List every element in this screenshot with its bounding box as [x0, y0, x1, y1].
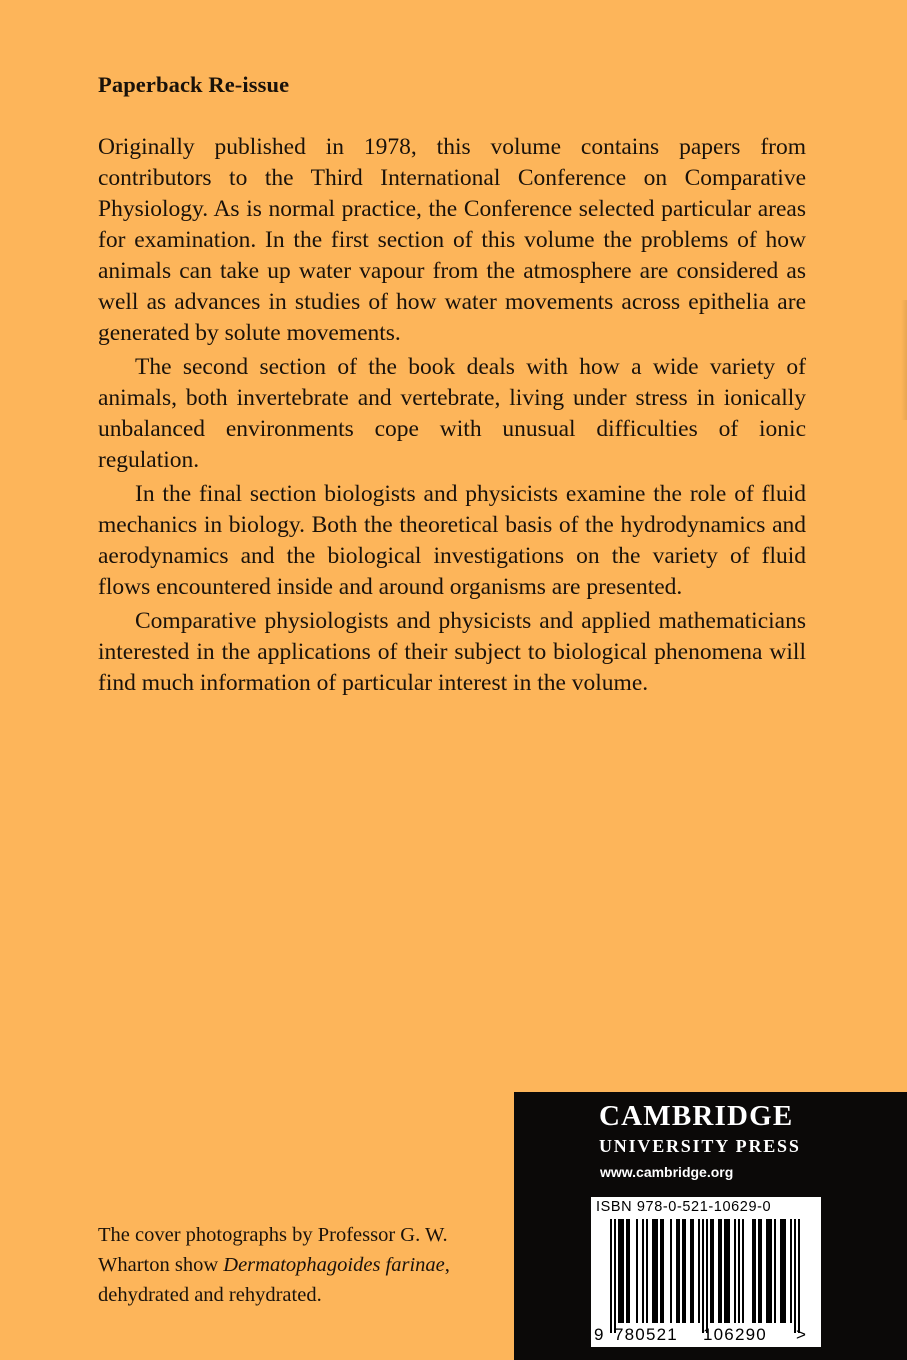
barcode-bar — [734, 1219, 736, 1323]
publisher-url: www.cambridge.org — [600, 1164, 734, 1180]
barcode-bar — [684, 1219, 686, 1323]
barcode-bar — [770, 1219, 772, 1323]
barcode-guard-bar — [798, 1219, 800, 1333]
barcode-bar — [758, 1219, 760, 1323]
barcode-bar — [682, 1219, 684, 1323]
barcode-bar — [626, 1219, 628, 1323]
barcode-bar — [774, 1219, 776, 1323]
barcode-bar — [790, 1219, 792, 1323]
barcode-bar — [726, 1219, 728, 1323]
barcode-bar — [646, 1219, 648, 1323]
barcode-bar — [692, 1219, 694, 1323]
barcode-bar — [752, 1219, 754, 1323]
caption-text-end: , dehydrated and rehydrated. — [98, 1254, 450, 1306]
ean-quiet-zone-marker: > — [796, 1325, 806, 1344]
blurb-paragraph: Originally published in 1978, this volume contains papers from contributors to the Third International Conference on Comparative Physiology. As is normal practice, the Conference selected particular areas for examination. In the first section of this volume the problems of how animals can take up water vapour from the atmosphere are considered as well as advances in studies of how water movements across epithelia are generated by solute movements. — [98, 134, 806, 346]
blurb-paragraph: The second section of the book deals with how a wide variety of animals, both invertebrate and vertebrate, living under stress in ionically unbalanced environments cope with unusual difficulties of ionic regulation. — [98, 354, 806, 473]
page-edge-shadow — [901, 300, 907, 420]
barcode-bar — [720, 1219, 722, 1323]
barcode-bar — [652, 1219, 654, 1323]
barcode-bar — [676, 1219, 678, 1323]
barcode-guard-bar — [794, 1219, 796, 1333]
blurb-paragraph: Comparative physiologists and physicists and applied mathematicians interested in the applications of their subject to biological phenomena will find much information of particular interest in the volume. — [98, 608, 806, 696]
photo-credit-caption — [98, 1220, 478, 1310]
barcode-bar — [628, 1219, 630, 1323]
barcode-guard-bar — [706, 1219, 708, 1333]
barcode-bar — [654, 1219, 656, 1323]
ean-lead-digit: 9 — [594, 1325, 604, 1344]
barcode-bar — [662, 1219, 664, 1323]
barcode-bar — [678, 1219, 680, 1323]
barcode-bar — [636, 1219, 638, 1323]
barcode-bar — [718, 1219, 720, 1323]
publisher-panel — [514, 1092, 907, 1360]
barcode-bar — [728, 1219, 730, 1323]
barcode-bar — [656, 1219, 658, 1323]
blurb-paragraph: In the final section biologists and physicists examine the role of fluid mechanics in biology. Both the theoretical basis of the hydrodynamics and aerodynamics and the biological investigations on the variety of fluid flows encountered inside and around organisms are presented. — [98, 481, 806, 600]
cover-heading: Paperback Re-issue — [98, 72, 290, 97]
barcode-bar — [670, 1219, 672, 1323]
barcode-bar — [642, 1219, 644, 1323]
caption-text: The cover photographs by Professor G. W. Wharton show — [98, 1224, 448, 1276]
barcode-bar — [780, 1219, 782, 1323]
barcode-bar — [784, 1219, 786, 1323]
isbn-label: ISBN 978-0-521-10629-0 — [596, 1199, 772, 1215]
barcode-bar — [660, 1219, 662, 1323]
barcode-bar — [622, 1219, 624, 1323]
barcode-box — [591, 1197, 821, 1347]
barcode-guard-bar — [702, 1219, 704, 1333]
ean-left-digits: 780521 — [614, 1325, 678, 1344]
species-name: Dermatophagoides farinae — [223, 1254, 445, 1276]
barcode-bar — [712, 1219, 714, 1323]
barcode-bar — [690, 1219, 692, 1323]
blurb-text — [98, 132, 806, 699]
barcode-bar — [738, 1219, 740, 1323]
barcode-bar — [620, 1219, 622, 1323]
barcode-bar — [768, 1219, 770, 1323]
publisher-name: CAMBRIDGE — [599, 1100, 794, 1132]
barcode-bar — [782, 1219, 784, 1323]
barcode-bar — [766, 1219, 768, 1323]
barcode-bar — [760, 1219, 762, 1323]
ean-right-digits: 106290 — [703, 1325, 767, 1344]
barcode-bar — [618, 1219, 620, 1323]
publisher-press: UNIVERSITY PRESS — [599, 1136, 801, 1156]
barcode-bar — [710, 1219, 712, 1323]
barcode-guard-bar — [610, 1219, 612, 1333]
barcode-bar — [742, 1219, 744, 1323]
barcode-bar — [698, 1219, 700, 1323]
barcode-guard-bar — [614, 1219, 616, 1333]
barcode-bar — [724, 1219, 726, 1323]
barcode-bar — [754, 1219, 756, 1323]
